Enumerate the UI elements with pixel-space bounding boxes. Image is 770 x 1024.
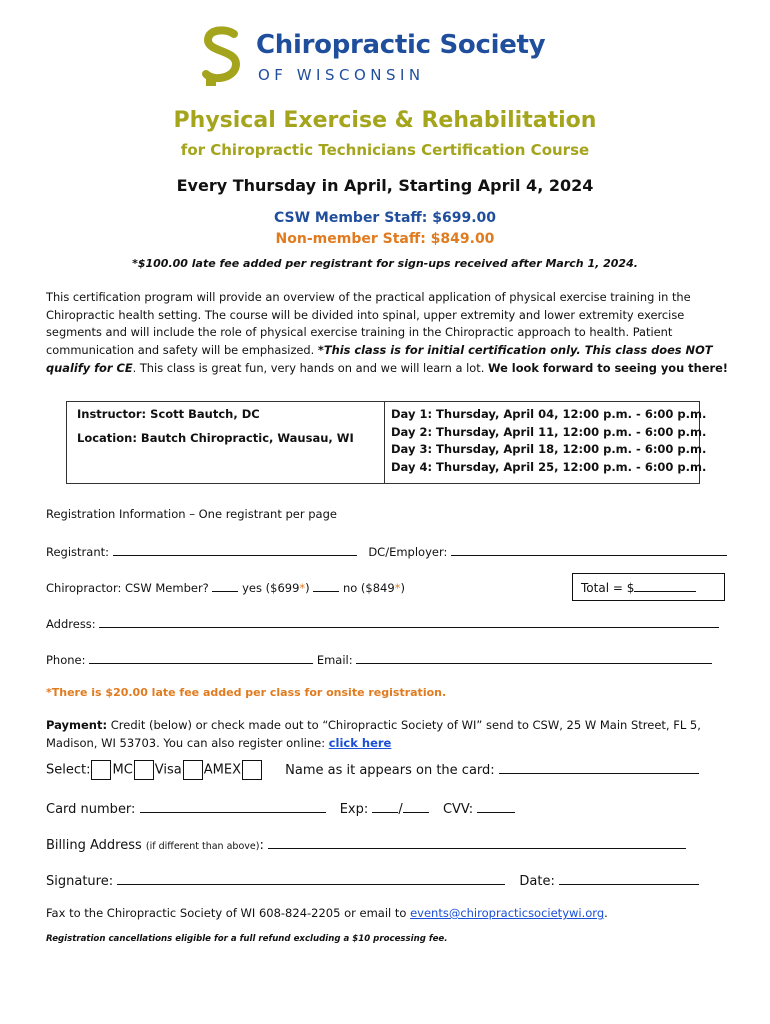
member-price: CSW Member Staff: $699.00 bbox=[273, 210, 497, 226]
exp-label: Exp: bbox=[339, 802, 369, 817]
closing-text: We look forward to seeing you there! bbox=[487, 360, 728, 375]
day-4: Day 4: Thursday, April 25, 12:00 p.m. - 6:00 p.m. bbox=[391, 459, 707, 474]
card-number-label: Card number: bbox=[46, 802, 136, 817]
select-label: Select: bbox=[46, 762, 91, 778]
nonmember-price: Non-member Staff: $849.00 bbox=[275, 231, 495, 247]
cvv-label: CVV: bbox=[442, 802, 474, 817]
instructor: Instructor: Scott Bautch, DC bbox=[77, 407, 260, 421]
yes-asterisk: * bbox=[299, 581, 306, 595]
email-link[interactable]: events@chiropracticsocietywi.org bbox=[410, 906, 605, 920]
certification-notice: *This class is for initial certification only. This class does NOT qualify for CE bbox=[46, 343, 713, 375]
amex-label: AMEX bbox=[203, 762, 241, 778]
mc-checkbox[interactable] bbox=[91, 760, 111, 780]
exp-year-field[interactable] bbox=[403, 800, 429, 813]
description-text: This certification program will provide an overview of the practical application of physical exercise training in the Chiropractic health setting. The course will be divided into spinal, upper extremity and lower extremity exercise segments and will include the role of physical exercise training in the Chiropractic approach to health. Patient communication and safety will be emphasized. bbox=[46, 290, 691, 358]
cancellation-policy: Registration cancellations eligible for a full refund excluding a $10 processing fee. bbox=[46, 934, 448, 944]
day-1: Day 1: Thursday, April 04, 12:00 p.m. - 6:00 p.m. bbox=[391, 407, 707, 421]
phone-field[interactable] bbox=[89, 651, 313, 664]
total-label: Total = $ bbox=[581, 581, 635, 595]
org-subtitle: OF WISCONSIN bbox=[258, 66, 425, 84]
visa-label: Visa bbox=[154, 762, 182, 778]
total-field[interactable] bbox=[634, 579, 696, 592]
registrant-field[interactable] bbox=[113, 543, 357, 556]
day-2: Day 2: Thursday, April 11, 12:00 p.m. - 6:00 p.m. bbox=[391, 424, 707, 439]
amex-checkbox-2[interactable] bbox=[242, 760, 262, 780]
no-label: no ($849 bbox=[342, 581, 395, 595]
yes-field[interactable] bbox=[212, 579, 238, 592]
phone-row bbox=[46, 651, 712, 667]
name-on-card-label: Name as it appears on the card: bbox=[285, 762, 495, 778]
mc-label: MC bbox=[112, 762, 133, 778]
billing-address-field[interactable] bbox=[268, 836, 686, 849]
signature-field[interactable] bbox=[117, 872, 505, 885]
date-label: Date: bbox=[519, 874, 555, 889]
billing-colon: : bbox=[259, 838, 264, 853]
yes-close: ) bbox=[305, 581, 310, 595]
schedule-cell bbox=[385, 402, 707, 483]
payment-paragraph bbox=[46, 716, 726, 752]
registrant-label: Registrant: bbox=[46, 545, 109, 559]
yes-label: yes ($699 bbox=[242, 581, 300, 595]
no-close: ) bbox=[400, 581, 405, 595]
amex-checkbox[interactable] bbox=[183, 760, 203, 780]
fax-end: . bbox=[604, 906, 608, 920]
location: Location: Bautch Chiropractic, Wausau, WI bbox=[77, 431, 354, 445]
day-3: Day 3: Thursday, April 18, 12:00 p.m. - 6:00 p.m. bbox=[391, 442, 707, 456]
course-description bbox=[46, 289, 736, 378]
chiropractor-row bbox=[46, 579, 405, 595]
course-title: Physical Exercise & Rehabilitation bbox=[173, 108, 597, 133]
card-select-row bbox=[46, 760, 699, 780]
org-name: Chiropractic Society bbox=[256, 30, 546, 60]
exp-month-field[interactable] bbox=[372, 800, 398, 813]
name-on-card-field[interactable] bbox=[499, 761, 699, 774]
date-field[interactable] bbox=[559, 872, 699, 885]
instructor-cell bbox=[67, 402, 385, 483]
s-logo-icon bbox=[200, 26, 244, 88]
payment-text: Credit (below) or check made out to “Chiropractic Society of WI” send to CSW, 25 W Main Street, FL 5, Madison, WI 53703. You can also register online: bbox=[46, 718, 701, 750]
fax-text: Fax to the Chiropractic Society of WI 608-824-2205 or email to bbox=[46, 906, 411, 920]
no-asterisk: * bbox=[394, 581, 401, 595]
employer-label: DC/Employer: bbox=[368, 545, 448, 559]
billing-row bbox=[46, 836, 686, 853]
address-field[interactable] bbox=[99, 615, 719, 628]
course-schedule: Every Thursday in April, Starting April 4, 2024 bbox=[176, 176, 594, 195]
no-field[interactable] bbox=[313, 579, 339, 592]
cvv-field[interactable] bbox=[477, 800, 515, 813]
email-label: Email: bbox=[316, 653, 353, 667]
registration-heading: Registration Information – One registrant per page bbox=[46, 507, 337, 521]
card-number-field[interactable] bbox=[140, 800, 326, 813]
chiropractor-label: Chiropractor: CSW Member? bbox=[46, 581, 209, 595]
registrant-row bbox=[46, 543, 727, 559]
register-online-link[interactable]: click here bbox=[328, 736, 392, 750]
billing-label: Billing Address bbox=[46, 838, 142, 853]
employer-field[interactable] bbox=[451, 543, 727, 556]
late-fee-note: *$100.00 late fee added per registrant for sign-ups received after March 1, 2024. bbox=[132, 257, 638, 270]
payment-label: Payment: bbox=[46, 718, 108, 732]
course-subtitle: for Chiropractic Technicians Certification Course bbox=[180, 141, 590, 159]
exp-separator: / bbox=[398, 802, 403, 817]
signature-row bbox=[46, 872, 699, 889]
description-text-2: . This class is great fun, very hands on and we will learn a lot. bbox=[132, 360, 488, 375]
total-box bbox=[572, 573, 725, 601]
signature-label: Signature: bbox=[46, 874, 114, 889]
billing-note: (if different than above) bbox=[145, 841, 260, 852]
course-info-box bbox=[66, 401, 707, 484]
address-row bbox=[46, 615, 719, 631]
visa-checkbox[interactable] bbox=[134, 760, 154, 780]
fax-line bbox=[46, 906, 608, 920]
card-number-row bbox=[46, 800, 515, 817]
onsite-fee-note: *There is $20.00 late fee added per class for onsite registration. bbox=[46, 686, 447, 699]
phone-label: Phone: bbox=[46, 653, 86, 667]
address-label: Address: bbox=[46, 617, 96, 631]
email-field[interactable] bbox=[356, 651, 712, 664]
